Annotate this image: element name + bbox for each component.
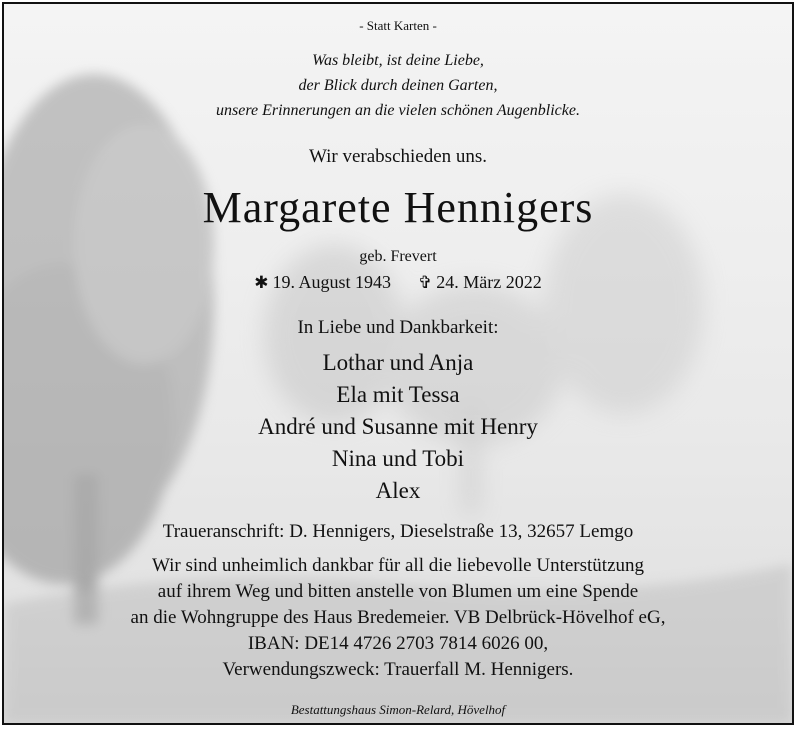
family-member: Alex <box>375 478 421 503</box>
life-dates <box>4 272 792 293</box>
family-member: André und Susanne mit Henry <box>258 414 538 439</box>
obituary-notice <box>2 2 794 725</box>
maiden-name: geb. Frevert <box>359 248 437 265</box>
thanks-heading: In Liebe und Dankbarkeit: <box>297 317 499 338</box>
statt-karten-header: - Statt Karten - <box>359 18 437 33</box>
mourning-address: Traueranschrift: D. Hennigers, Dieselstraße 13, 32657 Lemgo <box>162 521 634 542</box>
message-line: Wir sind unheimlich dankbar für all die liebevolle Unterstützung <box>151 555 645 576</box>
birth-star-icon: ✱ <box>254 273 269 292</box>
message-line: IBAN: DE14 4726 2703 7814 6026 00, <box>247 633 549 654</box>
message-line: an die Wohngruppe des Haus Bredemeier. VB Delbrück-Hövelhof eG, <box>130 607 666 628</box>
verse-line: der Blick durch deinen Garten, <box>298 77 498 94</box>
family-member: Nina und Tobi <box>331 446 465 471</box>
message-line: Verwendungszweck: Trauerfall M. Hennigers. <box>222 659 574 680</box>
farewell-text: Wir verabschieden uns. <box>308 146 488 167</box>
family-member: Lothar und Anja <box>322 350 474 375</box>
death-date: 24. März 2022 <box>436 272 542 292</box>
verse-line: Was bleibt, ist deine Liebe, <box>312 52 484 69</box>
death-cross-icon: ✞ <box>418 273 433 292</box>
message-line: auf ihrem Weg und bitten anstelle von Blumen um eine Spende <box>157 581 639 602</box>
family-member: Ela mit Tessa <box>336 382 460 407</box>
funeral-home: Bestattungshaus Simon-Relard, Hövelhof <box>290 702 506 717</box>
birth-date: 19. August 1943 <box>272 272 392 292</box>
verse-line: unsere Erinnerungen an die vielen schönen Augenblicke. <box>216 102 580 119</box>
deceased-name: Margarete Hennigers <box>202 183 594 232</box>
